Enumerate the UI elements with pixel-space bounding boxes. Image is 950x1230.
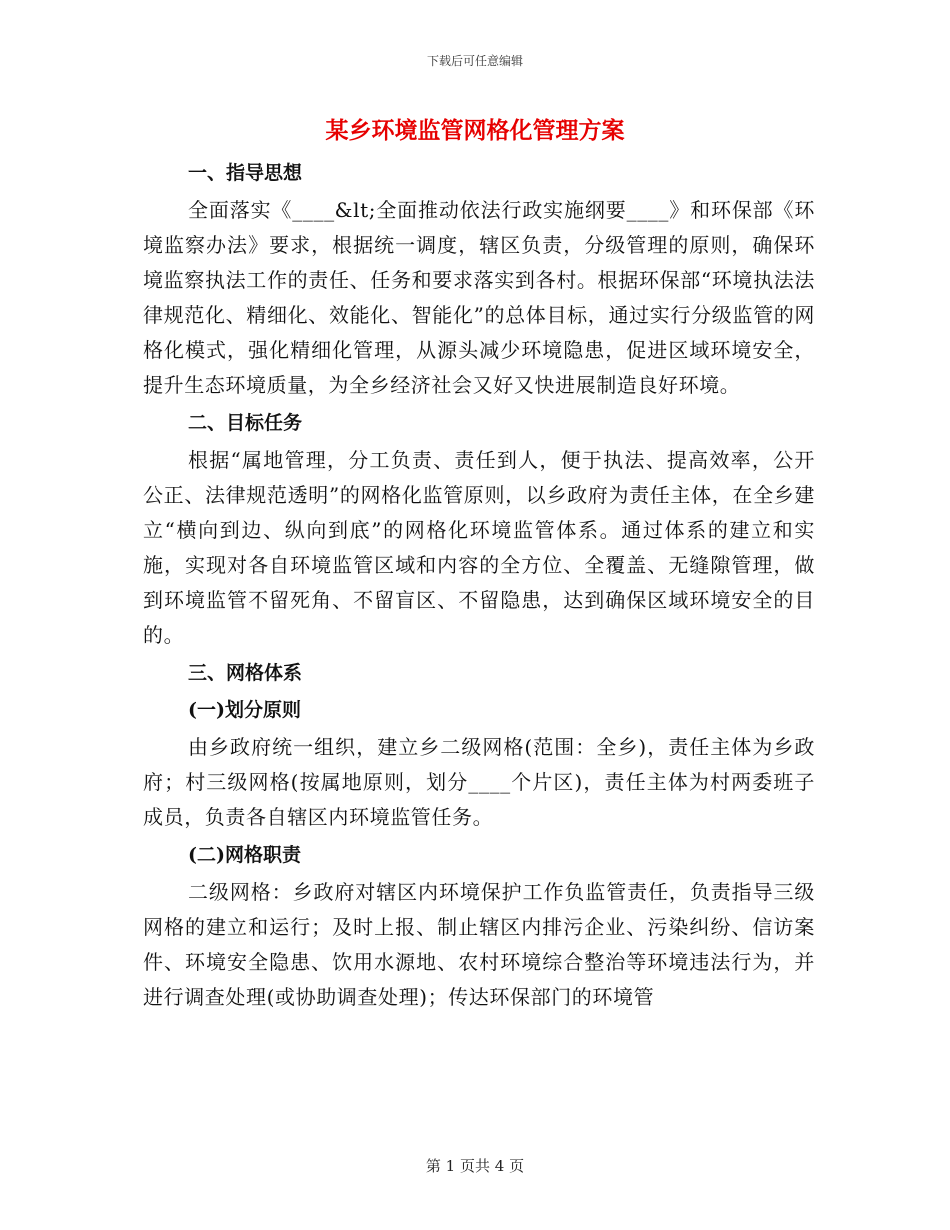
section-heading-guiding-ideology: 一、指导思想 (188, 162, 303, 184)
document-title: 某乡环境监管网格化管理方案 (325, 117, 625, 144)
section-heading-objectives: 二、目标任务 (188, 412, 303, 434)
paragraph-grid-duties: 二级网格：乡政府对辖区内环境保护工作负监管责任，负责指导三级网格的建立和运行；及时上报、制止辖区内排污企业、污染纠纷、信访案件、环境安全隐患、饮用水源地、农村环境综合整治等环境违法行为，并进行调查处理(或协助调查处理)；传达环保部门的环境管 (143, 880, 815, 1009)
header-note: 下载后可任意编辑 (426, 54, 523, 68)
subsection-heading-grid-duties: (二)网格职责 (188, 844, 301, 866)
page-number-footer: 第 1 页共 4 页 (425, 1157, 525, 1175)
document-body (143, 156, 815, 1018)
paragraph-guiding-ideology: 全面落实《____&lt;全面推动依法行政实施纲要____》和环保部《环境监察办法》要求，根据统一调度，辖区负责，分级管理的原则，确保环境监察执法工作的责任、任务和要求落实到各村。根据环保部“环境执法法律规范化、精细化、效能化、智能化”的总体目标，通过实行分级监管的网格化模式，强化精细化管理，从源头减少环境隐患，促进区域环境安全，提升生态环境质量，为全乡经济社会又好又快进展制造良好环境。 (143, 198, 815, 397)
section-heading-grid-system: 三、网格体系 (188, 662, 303, 684)
paragraph-division-principle: 由乡政府统一组织，建立乡二级网格(范围：全乡)，责任主体为乡政府；村三级网格(按属地原则，划分____个片区)，责任主体为村两委班子成员，负责各自辖区内环境监管任务。 (143, 735, 815, 829)
subsection-heading-division-principle: (一)划分原则 (188, 699, 301, 721)
paragraph-objectives: 根据“属地管理，分工负责、责任到人，便于执法、提高效率，公开公正、法律规范透明”的网格化监管原则，以乡政府为责任主体，在全乡建立“横向到边、纵向到底”的网格化环境监管体系。通过体系的建立和实施，实现对各自环境监管区域和内容的全方位、全覆盖、无缝隙管理，做到环境监管不留死角、不留盲区、不留隐患，达到确保区域环境安全的目的。 (143, 448, 815, 647)
